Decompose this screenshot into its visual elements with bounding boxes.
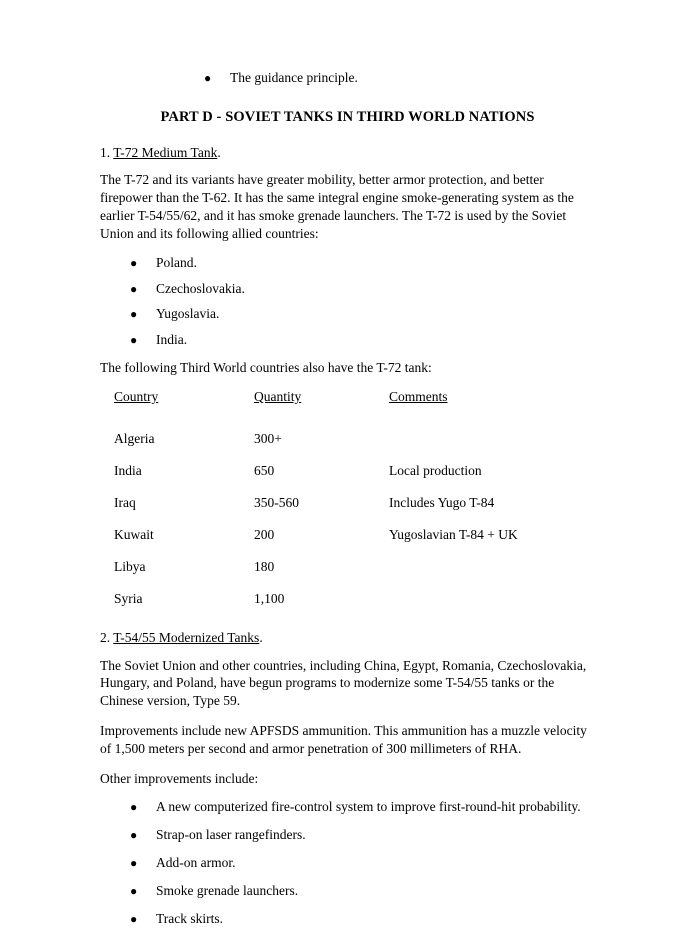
column-header-country: Country bbox=[114, 388, 159, 404]
section-1-heading bbox=[100, 144, 595, 162]
cell-country: Iraq bbox=[114, 494, 136, 510]
column-header-comments: Comments bbox=[389, 388, 448, 404]
section-2-period: . bbox=[259, 629, 263, 645]
cell-country: India bbox=[114, 462, 142, 478]
bullet-icon: ● bbox=[130, 281, 138, 296]
list-item-label: Poland. bbox=[156, 254, 197, 270]
list-item-label: Czechoslovakia. bbox=[156, 280, 245, 296]
page-title: PART D - SOVIET TANKS IN THIRD WORLD NATIONS bbox=[160, 108, 535, 125]
table-row bbox=[114, 495, 584, 527]
section-1-number: 1. bbox=[100, 144, 111, 160]
bullet-icon: ● bbox=[130, 333, 138, 348]
section-2-paragraph-1: The Soviet Union and other countries, including China, Egypt, Romania, Czechoslovakia, Hungary, and Poland, have begun programs to modernize some T-54/55 tanks or the Chinese version, Type 59. bbox=[100, 657, 587, 709]
section-2-paragraph-2: Improvements include new APFSDS ammunition. This ammunition has a muzzle velocity of 1,500 meters per second and armor penetration of 300 millimeters of RHA. bbox=[100, 722, 587, 756]
list-item bbox=[130, 799, 595, 816]
table-row bbox=[114, 431, 584, 463]
section-1-paragraph: The T-72 and its variants have greater mobility, better armor protection, and better firepower than the T-62. It has the same integral engine smoke-generating system as the earlier T-54/55/62, and it has smoke grenade launchers. The T-72 is used by the Soviet Union and its following allied countries: bbox=[100, 172, 574, 241]
list-item bbox=[130, 255, 595, 272]
cell-comments: Yugoslavian T-84 + UK bbox=[389, 526, 518, 542]
cell-comments: Includes Yugo T-84 bbox=[389, 494, 495, 510]
list-item-label: Smoke grenade launchers. bbox=[156, 883, 299, 899]
bullet-icon: ● bbox=[130, 911, 138, 926]
list-item bbox=[130, 281, 595, 298]
bullet-icon: ● bbox=[130, 828, 138, 843]
cell-quantity: 350-560 bbox=[254, 494, 299, 510]
bullet-icon: ● bbox=[130, 884, 138, 899]
cell-quantity: 1,100 bbox=[254, 590, 285, 606]
list-item bbox=[130, 306, 595, 323]
section-2-number: 2. bbox=[100, 629, 111, 645]
cell-quantity: 200 bbox=[254, 526, 275, 542]
cell-comments bbox=[389, 431, 584, 463]
list-item bbox=[130, 911, 595, 928]
table-row bbox=[114, 527, 584, 559]
table-intro-paragraph: The following Third World countries also have the T-72 tank: bbox=[100, 360, 432, 376]
cell-quantity: 650 bbox=[254, 462, 275, 478]
section-2-heading bbox=[100, 629, 595, 647]
cell-country: Kuwait bbox=[114, 526, 154, 542]
list-item-label: Track skirts. bbox=[156, 910, 224, 926]
tank-inventory-table-wrap bbox=[114, 389, 595, 623]
section-2-paragraph-3: Other improvements include: bbox=[100, 770, 259, 786]
list-item-label: The guidance principle. bbox=[230, 70, 358, 85]
bullet-icon: ● bbox=[130, 255, 138, 270]
bullet-icon: ● bbox=[130, 800, 138, 815]
cell-country: Libya bbox=[114, 558, 146, 574]
column-header-quantity: Quantity bbox=[254, 388, 302, 404]
cell-quantity: 300+ bbox=[254, 430, 282, 446]
tank-inventory-table bbox=[114, 389, 584, 623]
table-row bbox=[114, 463, 584, 495]
cell-comments bbox=[389, 559, 584, 591]
list-item bbox=[130, 827, 595, 844]
list-item bbox=[130, 332, 595, 349]
list-item-label: A new computerized fire-control system to improve first-round-hit probability. bbox=[156, 799, 581, 815]
cell-quantity: 180 bbox=[254, 558, 275, 574]
list-item bbox=[130, 855, 595, 872]
improvements-list bbox=[100, 799, 595, 927]
bullet-icon: ● bbox=[204, 71, 212, 85]
bullet-icon: ● bbox=[130, 307, 138, 322]
cell-country: Algeria bbox=[114, 430, 155, 446]
list-item-label: Strap-on laser rangefinders. bbox=[156, 827, 306, 843]
allied-countries-list bbox=[100, 255, 595, 350]
list-item bbox=[130, 883, 595, 900]
list-item-label: India. bbox=[156, 332, 188, 348]
list-item-label: Yugoslavia. bbox=[156, 306, 220, 322]
section-1-period: . bbox=[217, 144, 221, 160]
table-header-row bbox=[114, 389, 584, 431]
list-item-label: Add-on armor. bbox=[156, 855, 236, 871]
cell-comments bbox=[389, 591, 584, 623]
cell-comments: Local production bbox=[389, 462, 482, 478]
table-row bbox=[114, 591, 584, 623]
section-2-title: T-54/55 Modernized Tanks bbox=[113, 629, 260, 645]
table-row bbox=[114, 559, 584, 591]
cell-country: Syria bbox=[114, 590, 143, 606]
section-1-title: T-72 Medium Tank bbox=[113, 144, 218, 160]
bullet-icon: ● bbox=[130, 856, 138, 871]
list-item bbox=[204, 70, 595, 87]
